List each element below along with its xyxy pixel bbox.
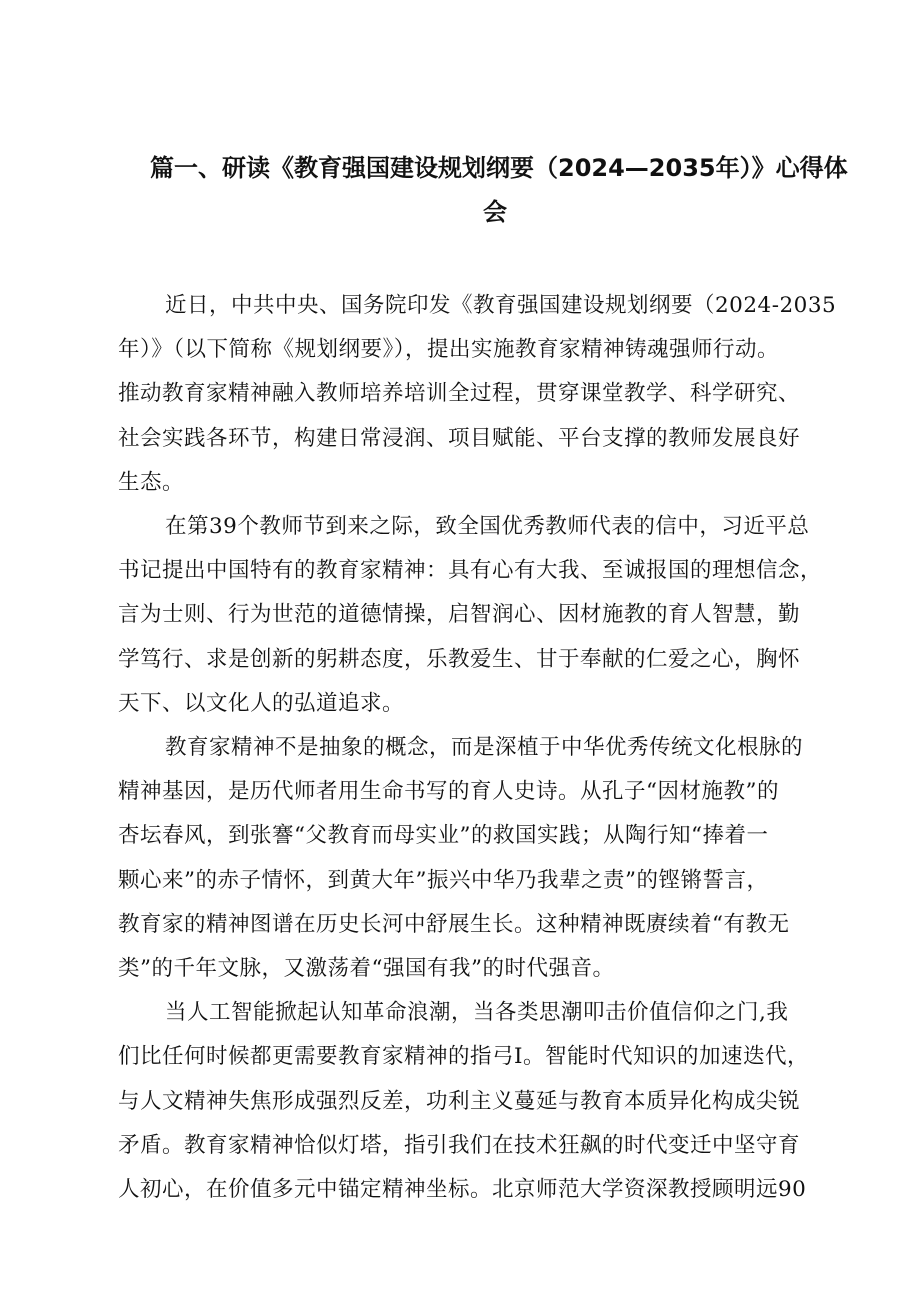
text-line: 与人文精神失焦形成强烈反差，功利主义蔓延与教育本质异化构成尖锐 (118, 1088, 801, 1114)
text-line: 学笃行、求是创新的躬耕态度，乐教爱生、甘于奉献的仁爱之心，胸怀 (118, 646, 801, 672)
paragraph-2 (118, 505, 844, 726)
text-line: 书记提出中国特有的教育家精神：具有心有大我、至诚报国的理想信念， (118, 558, 823, 584)
document-body (118, 284, 844, 1212)
title-line: 会 (483, 198, 507, 226)
text-line: 杏坛春风，到张謇“父教育而母实业”的救国实践；从陶行知“捧着一 (118, 823, 769, 849)
text-line: 生态。 (118, 469, 185, 495)
text-line: 推动教育家精神融入教师培养培训全过程，贯穿课堂教学、科学研究、 (118, 381, 801, 407)
text-line: 在第39个教师节到来之际，致全国优秀教师代表的信中，习近平总 (165, 514, 810, 540)
text-line: 精神基因，是历代师者用生命书写的育人史诗。从孔子“因材施教”的 (118, 779, 779, 805)
text-line: 言为士则、行为世范的道德情操，启智润心、因材施教的育人智慧，勤 (118, 602, 801, 628)
paragraph-1 (118, 284, 844, 505)
text-line: 社会实践各环节，构建日常浸润、项目赋能、平台支撑的教师发展良好 (118, 425, 801, 451)
paragraph-4 (118, 991, 844, 1212)
text-line: 矛盾。教育家精神恰似灯塔，指引我们在技术狂飙的时代变迁中坚守育 (118, 1132, 801, 1158)
text-line: 天下、以文化人的弘道追求。 (118, 690, 405, 716)
text-line: 近日，中共中央、国务院印发《教育强国建设规划纲要（2024-2035 (165, 293, 837, 318)
text-line: 类”的千年文脉，又激荡着“强国有我”的时代强音。 (118, 956, 615, 982)
title-line: 篇一、研读《教育强国建设规划纲要（2024—2035年）》心得体 (150, 154, 848, 182)
text-line: 们比任何时候都更需要教育家精神的指弓I。智能时代知识的加速迭代， (118, 1044, 809, 1070)
document-title (150, 146, 848, 234)
text-line: 教育家精神不是抽象的概念，而是深植于中华优秀传统文化根脉的 (165, 735, 804, 761)
text-line: 教育家的精神图谱在历史长河中舒展生长。这种精神既赓续着“有教无 (118, 911, 790, 937)
paragraph-3 (118, 726, 844, 991)
text-line: 颗心来”的赤子情怀，到黄大年”振兴中华乃我辈之责”的铿锵誓言， (118, 867, 769, 893)
text-line: 年）》（以下简称《规划纲要》），提出实施教育家精神铸魂强师行动。 (118, 337, 780, 363)
text-line: 当人工智能掀起认知革命浪潮，当各类思潮叩击价值信仰之门,我 (165, 1000, 789, 1026)
text-line: 人初心，在价值多元中锚定精神坐标。北京师范大学资深教授顾明远90 (118, 1177, 807, 1203)
